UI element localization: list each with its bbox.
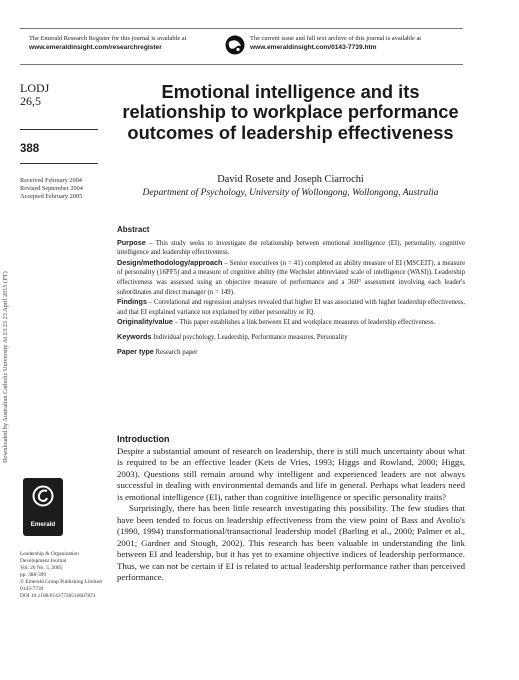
register-notice — [29, 34, 229, 52]
citation-line: pp. 388-399 — [20, 572, 47, 578]
abstract-findings — [117, 297, 465, 317]
design-label: Design/methodology/approach — [117, 257, 223, 267]
abstract-originality — [117, 317, 465, 328]
citation-line: 0143-7739 — [20, 586, 44, 592]
journal-banner — [20, 28, 463, 65]
article-title: Emotional intelligence and its relationship to workplace performance outcomes of leadership effectiveness — [122, 81, 459, 143]
journal-citation — [20, 551, 120, 600]
register-link[interactable]: www.emeraldinsight.com/researchregister — [29, 44, 162, 51]
download-watermark: Downloaded by Australian Catholic University At 23:23 23 April 2015 (PT) — [2, 271, 9, 463]
author-names: David Rosete and Joseph Ciarrochi — [217, 174, 364, 185]
archive-notice-text: The current issue and full text archive of this journal is available at — [250, 35, 422, 42]
originality-text: – This paper establishes a link between EI and workplace measures of leadership effectiveness. — [172, 319, 436, 327]
accepted-date: Accepted February 2005 — [20, 193, 83, 201]
design-text: – Senior executives (n = 41) completed an ability measure of EI (MSCEIT), a measure of personality (16PF5) and a measure of cognitive ability (the Wechsler abbreviated scale of intelligence (WASI)). Leadership effectiveness was assessed using an objective measure of performance and a 360° assessment involving each leader's subordinates and direct manager (n = 149). — [117, 259, 465, 296]
page-number: 388 — [20, 143, 40, 155]
introduction-paragraph-1: Despite a substantial amount of research on leadership, there is still much uncertainty about what is required to be an effective leader (Kets de Vries, 1993; Higgs and Rowland, 2000; Higgs, 2003). Questions still remain around why intelligent and experienced leaders are not always successful in dealing with environmental demands and life in general. Perhaps what leaders need is emotional intelligence (EI), rather than cognitive intelligence or specific personality traits? — [117, 446, 465, 502]
introduction-section — [117, 446, 465, 583]
register-notice-text: The Emerald Research Register for this journal is available at — [29, 35, 187, 42]
keywords-text: Individual psychology, Leadership, Performance measures, Personality — [151, 333, 348, 341]
findings-label: Findings — [117, 297, 147, 307]
publisher-logo-text: Emerald — [30, 521, 56, 528]
citation-line: Vol. 26 No. 5, 2005 — [20, 565, 63, 571]
author-affiliation: Department of Psychology, University of Wollongong, Wollongong, Australia — [142, 187, 439, 198]
publisher-logo — [23, 478, 63, 536]
keywords-label: Keywords — [117, 331, 152, 341]
received-date: Received February 2004 — [20, 177, 82, 184]
abstract-paper-type — [117, 347, 465, 358]
originality-label: Originality/value — [117, 317, 173, 327]
introduction-heading: Introduction — [117, 434, 170, 444]
left-divider-top — [20, 129, 98, 130]
citation-line: DOI 10.1108/01437730510607871 — [20, 593, 96, 599]
abstract-heading: Abstract — [117, 225, 150, 234]
citation-line: © Emerald Group Publishing Limited — [20, 579, 102, 585]
abstract-keywords — [117, 332, 465, 343]
citation-line: Leadership & Organization — [20, 551, 79, 557]
abstract-design — [117, 258, 465, 297]
citation-line: Development Journal — [20, 558, 67, 564]
paper-type-text: Research paper — [153, 348, 198, 356]
journal-code — [20, 82, 49, 108]
emerald-logo-icon — [32, 485, 54, 507]
purpose-label: Purpose — [117, 237, 146, 247]
findings-text: – Correlational and regression analyses revealed that higher EI was associated with higher leadership effectiveness, and that EI explained variance not explained by either personality or IQ. — [117, 299, 465, 316]
emerald-globe-icon — [225, 35, 245, 55]
journal-abbrev: LODJ — [20, 81, 50, 95]
purpose-text: – This study seeks to investigate the relationship between emotional intelligence (EI), personality, cognitive intelligence and leadership effectiveness. — [117, 239, 465, 257]
left-divider-mid — [20, 163, 98, 164]
submission-history — [20, 177, 83, 202]
abstract-section — [117, 225, 465, 357]
revised-date: Revised September 2004 — [20, 185, 83, 193]
volume-issue: 26,5 — [20, 94, 41, 108]
archive-notice — [250, 34, 462, 52]
abstract-purpose — [117, 238, 465, 258]
archive-link[interactable]: www.emeraldinsight.com/0143-7739.htm — [250, 44, 377, 51]
paper-type-label: Paper type — [117, 346, 154, 356]
introduction-paragraph-2: Surprisingly, there has been little research investigating this possibility. The few studies that have been tended to focus on leadership effectiveness from the view point of Bass and Avolio's (1990, 1994) transformational/transactional leadership model (Barling et al., 2000; Palmer et al., 2001; Gardner and Stough, 2002). This research has been valuable in understanding the link between EI and leadership, but it has yet to examine objective indices of leadership performance. Thus, we can not be certain if EI is related to actual leadership performance rather than perceived performance. — [117, 503, 465, 582]
